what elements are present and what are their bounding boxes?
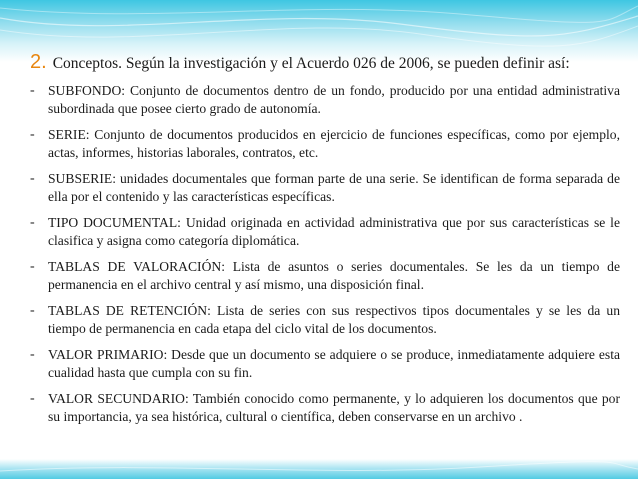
list-item <box>30 82 620 118</box>
list-item <box>30 302 620 338</box>
definitions-list <box>30 82 620 434</box>
item-text: TABLAS DE VALORACIÓN: Lista de asuntos o series documentales. Se les da un tiempo de permanencia en el archivo central y así mismo, una disposición final. <box>48 259 620 292</box>
bullet-dash: - <box>30 215 35 230</box>
list-item <box>30 126 620 162</box>
list-item <box>30 346 620 382</box>
list-item <box>30 170 620 206</box>
bullet-dash: - <box>30 171 35 186</box>
list-item <box>30 390 620 426</box>
item-text: SERIE: Conjunto de documentos producidos en ejercicio de funciones específicas, como por ejemplo, actas, informes, historias laborales, contratos, etc. <box>48 127 620 160</box>
list-item <box>30 214 620 250</box>
bullet-dash: - <box>30 259 35 274</box>
bottom-wave-lines <box>0 459 638 479</box>
bottom-wave-decoration <box>0 459 638 479</box>
title-text: Conceptos. Según la investigación y el Acuerdo 026 de 2006, se pueden definir así: <box>52 55 570 72</box>
item-text: TIPO DOCUMENTAL: Unidad originada en actividad administrativa que por sus características se le clasifica y asigna como categoría diplomática. <box>48 215 620 248</box>
item-text: VALOR PRIMARIO: Desde que un documento se adquiere o se produce, inmediatamente adquiere esta cualidad hasta que cumpla con su fin. <box>48 347 620 380</box>
item-text: VALOR SECUNDARIO: También conocido como permanente, y lo adquieren los documentos que por su importancia, ya sea histórica, cultural o científica, deben conservarse en un archivo . <box>48 391 620 424</box>
bullet-dash: - <box>30 303 35 318</box>
list-item <box>30 258 620 294</box>
item-text: TABLAS DE RETENCIÓN: Lista de series con sus respectivos tipos documentales y se les da un tiempo de permanencia en cada etapa del ciclo vital de los documentos. <box>48 303 620 336</box>
bullet-dash: - <box>30 347 35 362</box>
bullet-dash: - <box>30 391 35 406</box>
bullet-dash: - <box>30 127 35 142</box>
item-text: SUBSERIE: unidades documentales que forman parte de una serie. Se identifican de forma separada de ella por el contenido y las características específicas. <box>48 171 620 204</box>
title-number: 2. <box>30 51 47 73</box>
slide-title <box>30 52 630 74</box>
bullet-dash: - <box>30 83 35 98</box>
item-text: SUBFONDO: Conjunto de documentos dentro de un fondo, producido por una entidad administrativa subordinada que posee cierto grado de autonomía. <box>48 83 620 116</box>
